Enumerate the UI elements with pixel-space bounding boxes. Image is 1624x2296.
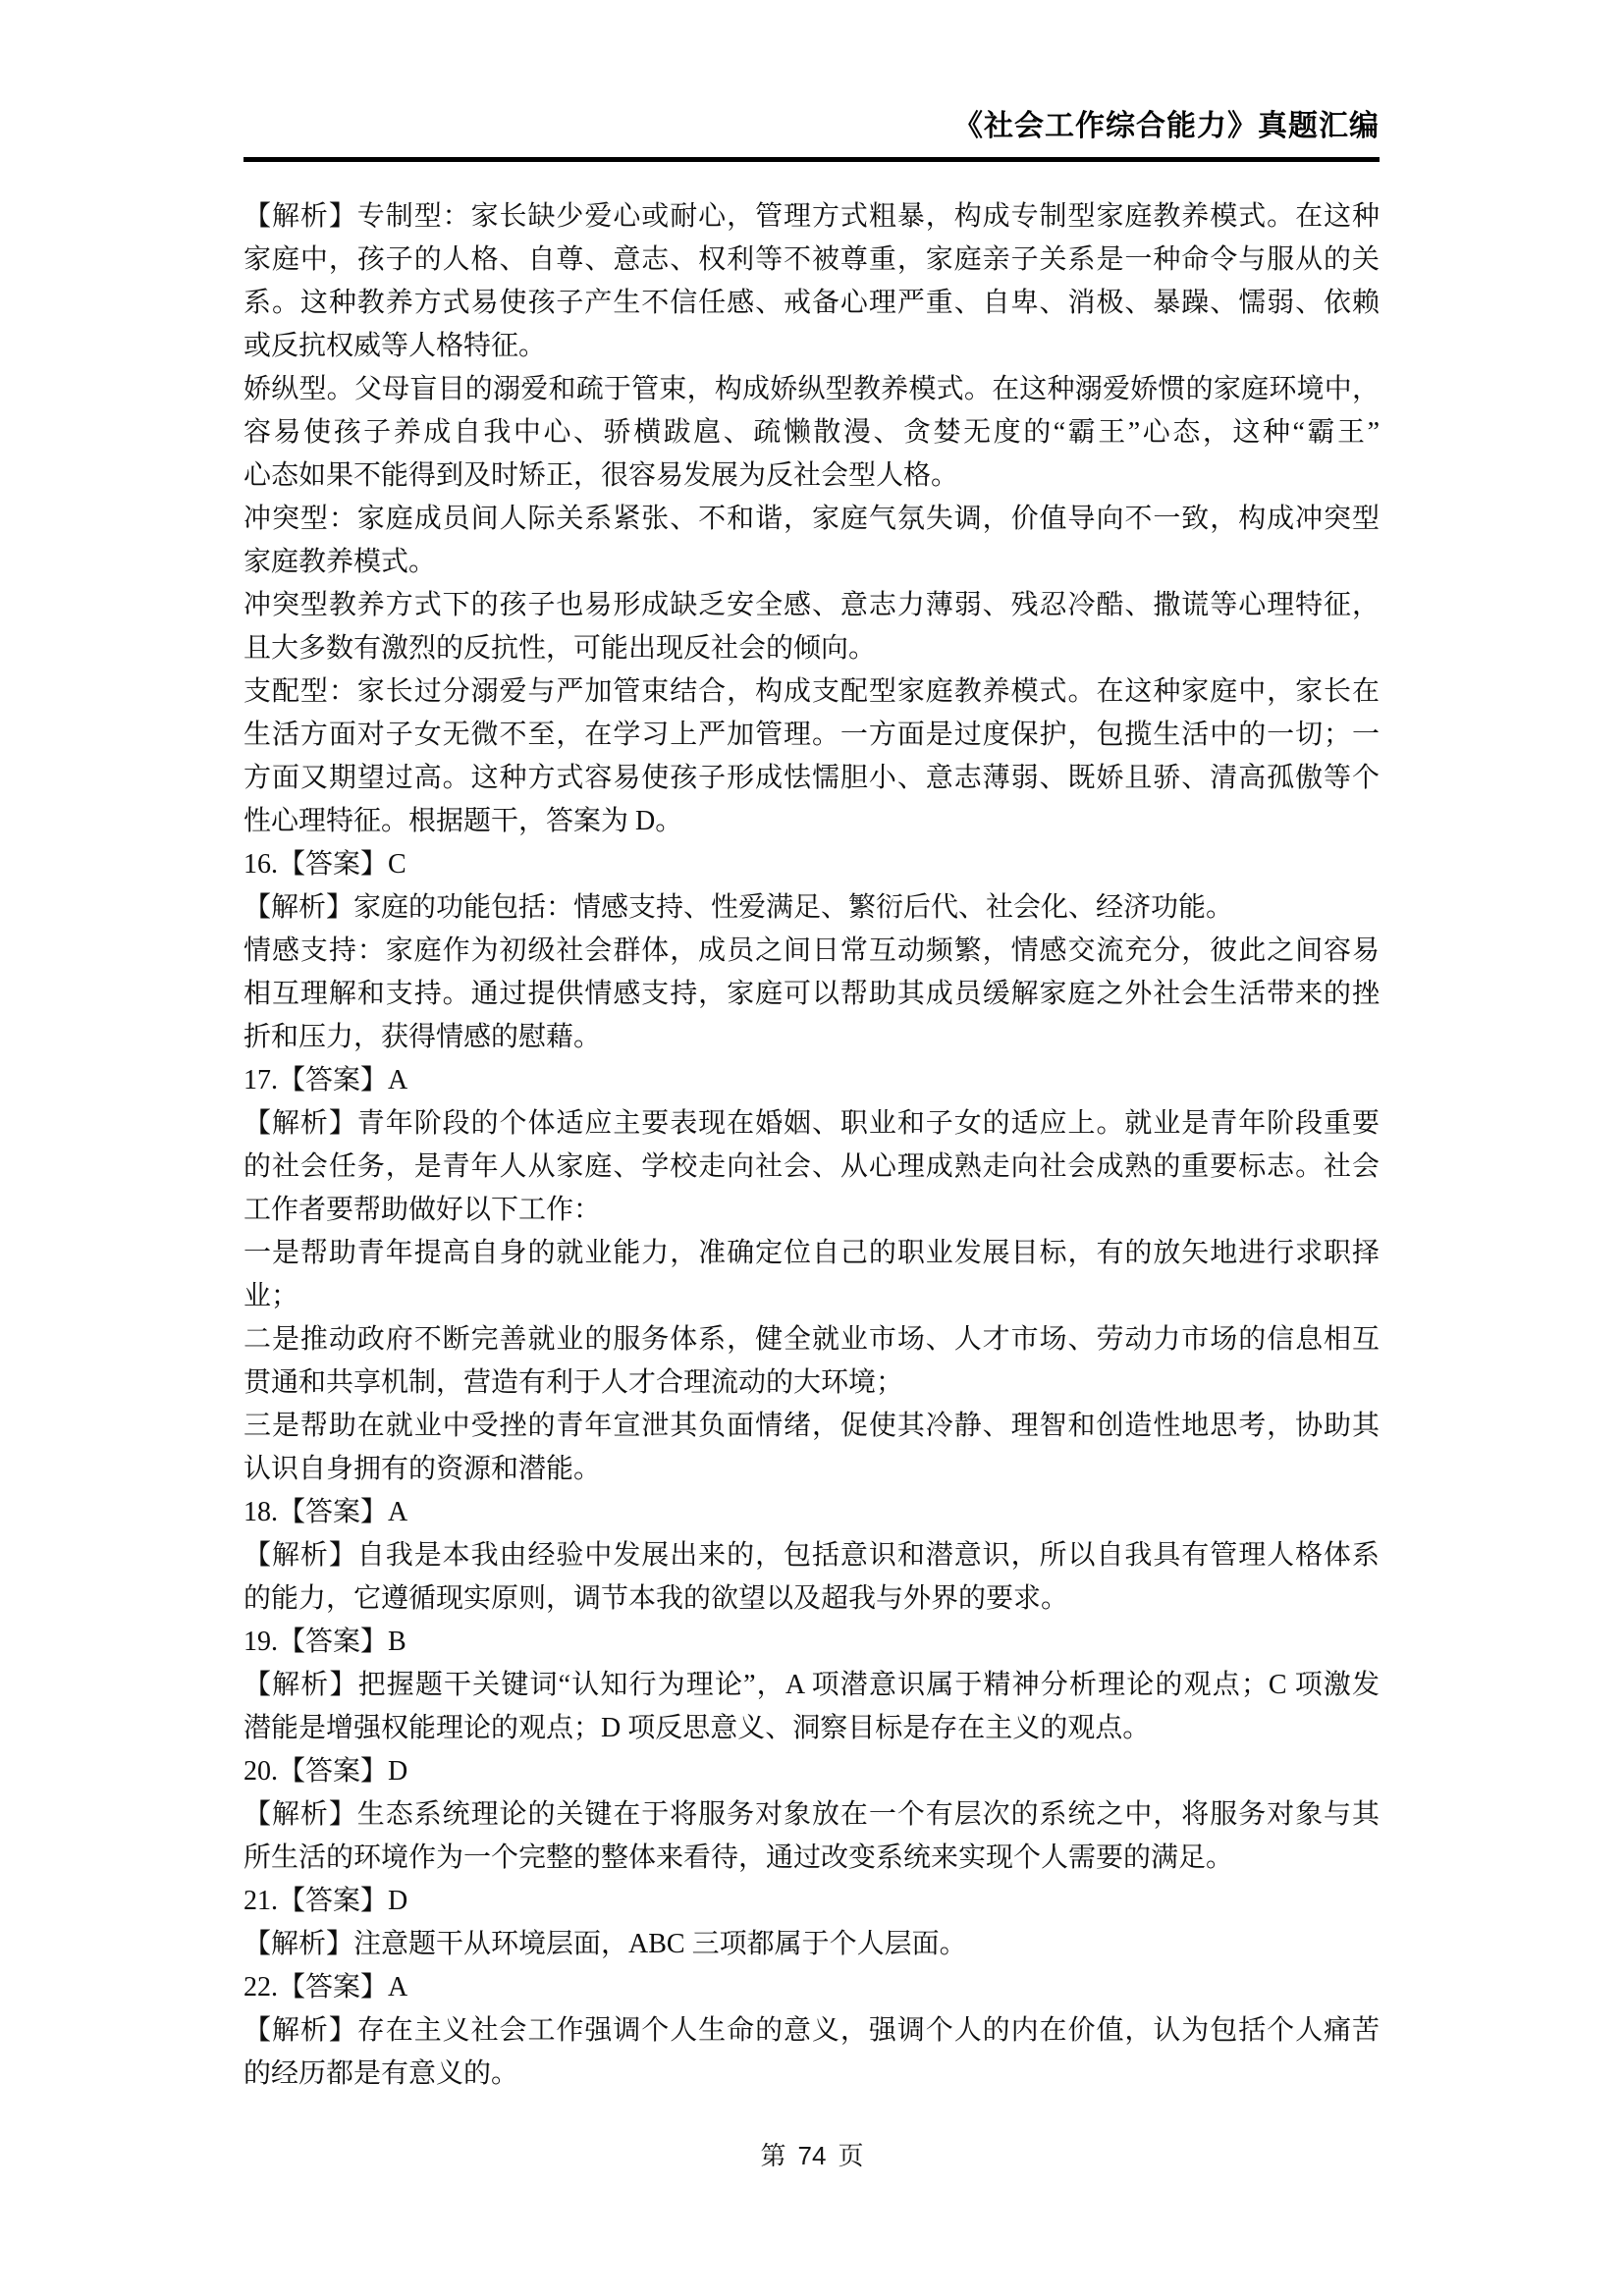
body-paragraph [244, 1405, 1380, 1491]
body-line: 的经历都是有意义的。 [244, 2058, 519, 2089]
body-line: 【解析】把握题干关键词“认知行为理论”，A 项潜意识属于精神分析理论的观点；C 项激发 [244, 1670, 1380, 1700]
body-line: 或反抗权威等人格特征。 [244, 331, 547, 361]
body-line: 一是帮助青年提高自身的就业能力，准确定位自己的职业发展目标，有的放矢地进行求职择 [244, 1238, 1380, 1268]
body-paragraph [244, 1059, 1380, 1102]
body-paragraph [244, 1750, 1380, 1793]
body-paragraph [244, 1793, 1380, 1880]
body-line: 17.【答案】A [244, 1065, 408, 1095]
body-line: 业； [244, 1281, 299, 1311]
body-paragraph [244, 498, 1380, 584]
body-line: 所生活的环境作为一个完整的整体来看待，通过改变系统来实现个人需要的满足。 [244, 1842, 1234, 1873]
body-line: 认识自身拥有的资源和潜能。 [244, 1454, 602, 1484]
body-line: 16.【答案】C [244, 849, 406, 880]
body-line: 【解析】自我是本我由经验中发展出来的，包括意识和潜意识，所以自我具有管理人格体系 [244, 1540, 1380, 1571]
body-line: 22.【答案】A [244, 1972, 408, 2002]
body-line: 支配型：家长过分溺爱与严加管束结合，构成支配型家庭教养模式。在这种家庭中，家长在 [244, 676, 1380, 707]
body-paragraph [244, 886, 1380, 930]
body-line: 相互理解和支持。通过提供情感支持，家庭可以帮助其成员缓解家庭之外社会生活带来的挫 [244, 979, 1380, 1009]
body-line: 心态如果不能得到及时矫正，很容易发展为反社会型人格。 [244, 460, 959, 491]
body-line: 冲突型：家庭成员间人际关系紧张、不和谐，家庭气氛失调，价值导向不一致，构成冲突型 [244, 504, 1380, 534]
body-line: 情感支持：家庭作为初级社会群体，成员之间日常互动频繁，情感交流充分，彼此之间容易 [244, 935, 1380, 966]
content-area [244, 0, 1380, 2096]
body-line: 生活方面对子女无微不至，在学习上严加管理。一方面是过度保护，包揽生活中的一切；一 [244, 720, 1380, 750]
body-paragraph [244, 368, 1380, 498]
body-paragraph [244, 670, 1380, 843]
body-paragraph [244, 1534, 1380, 1621]
body-paragraph [244, 1102, 1380, 1232]
document-body [244, 195, 1380, 2096]
body-line: 潜能是增强权能理论的观点；D 项反思意义、洞察目标是存在主义的观点。 [244, 1713, 1151, 1743]
body-paragraph [244, 1923, 1380, 1966]
body-line: 贯通和共享机制，营造有利于人才合理流动的大环境； [244, 1367, 904, 1398]
body-line: 冲突型教养方式下的孩子也易形成缺乏安全感、意志力薄弱、残忍冷酷、撒谎等心理特征， [244, 590, 1380, 620]
body-line: 【解析】存在主义社会工作强调个人生命的意义，强调个人的内在价值，认为包括个人痛苦 [244, 2015, 1380, 2046]
body-line: 性心理特征。根据题干，答案为 D。 [244, 806, 683, 836]
body-line: 18.【答案】A [244, 1497, 408, 1527]
page-header [244, 108, 1380, 162]
body-line: 【解析】青年阶段的个体适应主要表现在婚姻、职业和子女的适应上。就业是青年阶段重要 [244, 1108, 1380, 1139]
body-paragraph [244, 1966, 1380, 2009]
body-paragraph [244, 1491, 1380, 1534]
body-line: 【解析】注意题干从环境层面，ABC 三项都属于个人层面。 [244, 1929, 967, 1959]
body-line: 的社会任务，是青年人从家庭、学校走向社会、从心理成熟走向社会成熟的重要标志。社会 [244, 1151, 1380, 1182]
body-line: 折和压力，获得情感的慰藉。 [244, 1022, 602, 1052]
body-line: 的能力，它遵循现实原则，调节本我的欲望以及超我与外界的要求。 [244, 1583, 1069, 1614]
body-line: 【解析】家庭的功能包括：情感支持、性爱满足、繁衍后代、社会化、经济功能。 [244, 892, 1234, 923]
body-paragraph [244, 1664, 1380, 1750]
page-footer [0, 2136, 1624, 2172]
body-line: 【解析】专制型：家长缺少爱心或耐心，管理方式粗暴，构成专制型家庭教养模式。在这种 [244, 201, 1380, 232]
body-line: 容易使孩子养成自我中心、骄横跋扈、疏懒散漫、贪婪无度的“霸王”心态，这种“霸王” [244, 417, 1380, 448]
body-paragraph [244, 1232, 1380, 1318]
body-line: 工作者要帮助做好以下工作： [244, 1195, 602, 1225]
body-line: 19.【答案】B [244, 1627, 406, 1657]
header-title: 《社会工作综合能力》真题汇编 [953, 110, 1380, 142]
footer-page-prefix: 第 [760, 2142, 786, 2170]
body-paragraph [244, 1318, 1380, 1405]
body-paragraph [244, 2009, 1380, 2096]
body-line: 20.【答案】D [244, 1756, 408, 1787]
body-line: 二是推动政府不断完善就业的服务体系，健全就业市场、人才市场、劳动力市场的信息相互 [244, 1324, 1380, 1355]
body-line: 系。这种教养方式易使孩子产生不信任感、戒备心理严重、自卑、消极、暴躁、懦弱、依赖 [244, 288, 1380, 318]
body-paragraph [244, 1621, 1380, 1664]
body-line: 家庭教养模式。 [244, 547, 437, 577]
body-line: 21.【答案】D [244, 1886, 408, 1916]
body-line: 方面又期望过高。这种方式容易使孩子形成怯懦胆小、意志薄弱、既娇且骄、清高孤傲等个 [244, 763, 1380, 793]
body-line: 家庭中，孩子的人格、自尊、意志、权利等不被尊重，家庭亲子关系是一种命令与服从的关 [244, 244, 1380, 275]
body-paragraph [244, 930, 1380, 1059]
body-line: 三是帮助在就业中受挫的青年宣泄其负面情绪，促使其冷静、理智和创造性地思考，协助其 [244, 1411, 1380, 1441]
body-paragraph [244, 1880, 1380, 1923]
body-paragraph [244, 843, 1380, 886]
body-paragraph [244, 195, 1380, 368]
body-line: 且大多数有激烈的反抗性，可能出现反社会的倾向。 [244, 633, 877, 664]
body-paragraph [244, 584, 1380, 670]
body-line: 【解析】生态系统理论的关键在于将服务对象放在一个有层次的系统之中，将服务对象与其 [244, 1799, 1380, 1830]
body-line: 娇纵型。父母盲目的溺爱和疏于管束，构成娇纵型教养模式。在这种溺爱娇惯的家庭环境中， [244, 374, 1380, 404]
footer-page-suffix: 页 [838, 2142, 864, 2170]
page-number: 74 [797, 2141, 827, 2170]
